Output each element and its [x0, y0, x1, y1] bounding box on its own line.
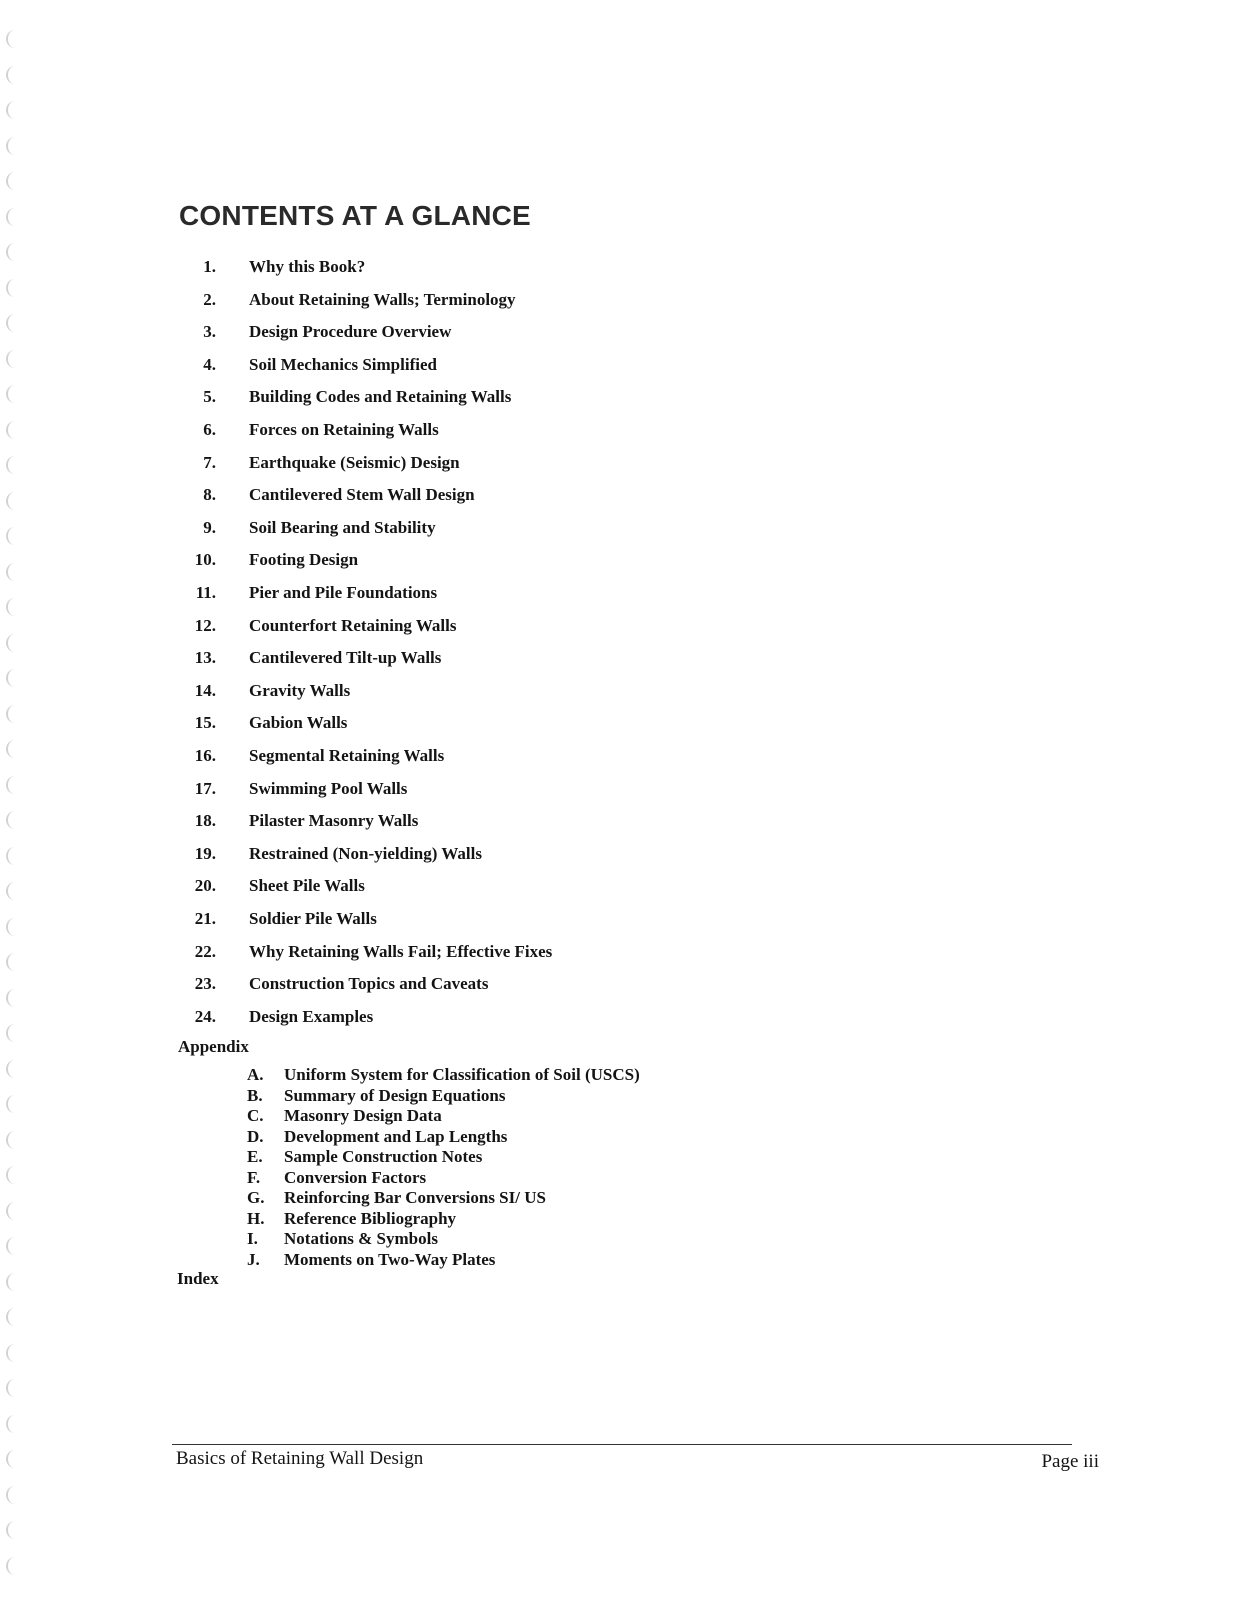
appendix-letter: I. [247, 1229, 258, 1248]
chapter-entry [0, 583, 900, 607]
chapter-entry [0, 290, 900, 314]
chapter-number: 4. [203, 354, 216, 374]
appendix-entry [0, 1168, 900, 1188]
binding-hole-mark [6, 208, 17, 226]
chapter-number: 18. [194, 811, 216, 831]
chapter-title: Construction Topics and Caveats [249, 974, 489, 994]
binding-hole-mark [6, 1557, 17, 1575]
chapter-title: Earthquake (Seismic) Design [249, 452, 460, 472]
chapter-entry [0, 420, 900, 444]
chapter-number: 10. [194, 550, 216, 570]
appendix-letter: J. [247, 1249, 260, 1269]
chapter-title: Why Retaining Walls Fail; Effective Fixes [249, 941, 553, 961]
chapter-title: Pilaster Masonry Walls [249, 811, 419, 831]
chapter-number: 11. [195, 583, 216, 602]
chapter-number: 1. [203, 257, 216, 276]
binding-hole-mark [6, 1273, 17, 1291]
chapter-entry [0, 257, 900, 281]
appendix-title: Reinforcing Bar Conversions SI/ US [284, 1188, 546, 1207]
appendix-entry [0, 1086, 900, 1106]
footer-book-title: Basics of Retaining Wall Design [176, 1448, 424, 1469]
binding-hole-mark [6, 137, 17, 155]
chapter-number: 14. [194, 680, 216, 700]
chapter-entry [0, 844, 900, 868]
chapter-title: Cantilevered Tilt-up Walls [249, 648, 442, 668]
index-heading: Index [177, 1269, 219, 1288]
chapter-title: Why this Book? [249, 257, 366, 276]
appendix-entry [0, 1250, 900, 1270]
chapter-entry [0, 518, 900, 542]
chapter-title: Sheet Pile Walls [249, 876, 365, 896]
appendix-title: Masonry Design Data [284, 1106, 442, 1125]
binding-hole-mark [6, 30, 17, 48]
chapter-number: 7. [203, 452, 216, 472]
binding-hole-mark [6, 1344, 17, 1362]
chapter-title: About Retaining Walls; Terminology [249, 289, 516, 309]
appendix-entry [0, 1065, 900, 1085]
chapter-title: Gravity Walls [249, 680, 351, 700]
binding-hole-mark [6, 1379, 17, 1397]
chapter-title: Swimming Pool Walls [249, 778, 408, 798]
appendix-title: Sample Construction Notes [284, 1147, 483, 1166]
binding-hole-mark [6, 1450, 17, 1468]
chapter-title: Cantilevered Stem Wall Design [249, 485, 475, 505]
chapter-number: 2. [203, 289, 216, 309]
chapter-entry [0, 616, 900, 640]
appendix-title: Development and Lap Lengths [284, 1126, 508, 1146]
chapter-title: Building Codes and Retaining Walls [249, 387, 512, 407]
chapter-title: Soil Mechanics Simplified [249, 354, 437, 374]
chapter-number: 8. [203, 485, 216, 505]
chapter-title: Forces on Retaining Walls [249, 420, 439, 439]
appendix-heading: Appendix [178, 1037, 249, 1056]
chapter-number: 16. [194, 746, 216, 765]
chapter-number: 22. [194, 941, 216, 961]
chapter-number: 24. [194, 1006, 216, 1026]
chapter-entry [0, 355, 900, 379]
appendix-entry [0, 1229, 900, 1249]
chapter-title: Soil Bearing and Stability [249, 517, 436, 537]
chapter-number: 9. [203, 517, 216, 537]
chapter-number: 17. [194, 778, 216, 798]
chapter-number: 19. [194, 843, 216, 863]
chapter-entry [0, 713, 900, 737]
chapter-number: 20. [194, 876, 216, 896]
appendix-title: Notations & Symbols [284, 1229, 438, 1248]
binding-hole-mark [6, 1486, 17, 1504]
chapter-entry [0, 681, 900, 705]
appendix-entry [0, 1106, 900, 1126]
appendix-letter: D. [247, 1126, 264, 1146]
chapter-entry [0, 387, 900, 411]
binding-hole-mark [6, 66, 17, 84]
chapter-entry [0, 550, 900, 574]
chapter-entry [0, 746, 900, 770]
appendix-entry [0, 1209, 900, 1229]
chapter-entry [0, 942, 900, 966]
appendix-letter: E. [247, 1147, 263, 1166]
chapter-entry [0, 322, 900, 346]
chapter-number: 13. [194, 648, 216, 668]
footer-rule [172, 1444, 1072, 1445]
chapter-title: Design Examples [249, 1006, 374, 1026]
chapter-title: Soldier Pile Walls [249, 909, 377, 928]
chapter-entry [0, 974, 900, 998]
chapter-entry [0, 811, 900, 835]
chapter-entry [0, 485, 900, 509]
chapter-number: 6. [203, 420, 216, 439]
chapter-entry [0, 779, 900, 803]
chapter-entry [0, 876, 900, 900]
chapter-title: Footing Design [249, 550, 359, 570]
binding-hole-mark [6, 172, 17, 190]
chapter-title: Pier and Pile Foundations [249, 583, 438, 602]
chapter-entry [0, 1007, 900, 1031]
chapter-number: 3. [203, 322, 216, 342]
appendix-letter: B. [247, 1085, 263, 1105]
appendix-entry [0, 1147, 900, 1167]
appendix-letter: A. [247, 1065, 264, 1084]
appendix-title: Summary of Design Equations [284, 1085, 506, 1105]
binding-hole-mark [6, 101, 17, 119]
chapter-title: Segmental Retaining Walls [249, 746, 445, 765]
appendix-title: Reference Bibliography [284, 1208, 457, 1228]
chapter-title: Design Procedure Overview [249, 322, 452, 342]
appendix-letter: F. [247, 1167, 261, 1187]
page-title: CONTENTS AT A GLANCE [179, 200, 531, 231]
chapter-title: Gabion Walls [249, 713, 348, 733]
chapter-title: Counterfort Retaining Walls [249, 615, 457, 635]
appendix-entry [0, 1188, 900, 1208]
binding-hole-mark [6, 1415, 17, 1433]
appendix-title: Moments on Two-Way Plates [284, 1249, 496, 1269]
appendix-letter: H. [247, 1208, 265, 1228]
chapter-entry [0, 648, 900, 672]
appendix-title: Conversion Factors [284, 1167, 427, 1187]
binding-hole-mark [6, 1521, 17, 1539]
chapter-entry [0, 909, 900, 933]
chapter-number: 15. [194, 713, 216, 733]
chapter-number: 21. [194, 909, 216, 928]
chapter-entry [0, 453, 900, 477]
chapter-number: 23. [194, 974, 216, 994]
chapter-number: 12. [194, 615, 216, 635]
binding-hole-mark [6, 1308, 17, 1326]
appendix-letter: C. [247, 1106, 264, 1125]
appendix-title: Uniform System for Classification of Soil (USCS) [284, 1065, 640, 1084]
appendix-letter: G. [247, 1188, 265, 1207]
footer-page-number: Page iii [1041, 1451, 1099, 1472]
chapter-number: 5. [203, 387, 216, 407]
appendix-entry [0, 1127, 900, 1147]
chapter-title: Restrained (Non-yielding) Walls [249, 843, 482, 863]
